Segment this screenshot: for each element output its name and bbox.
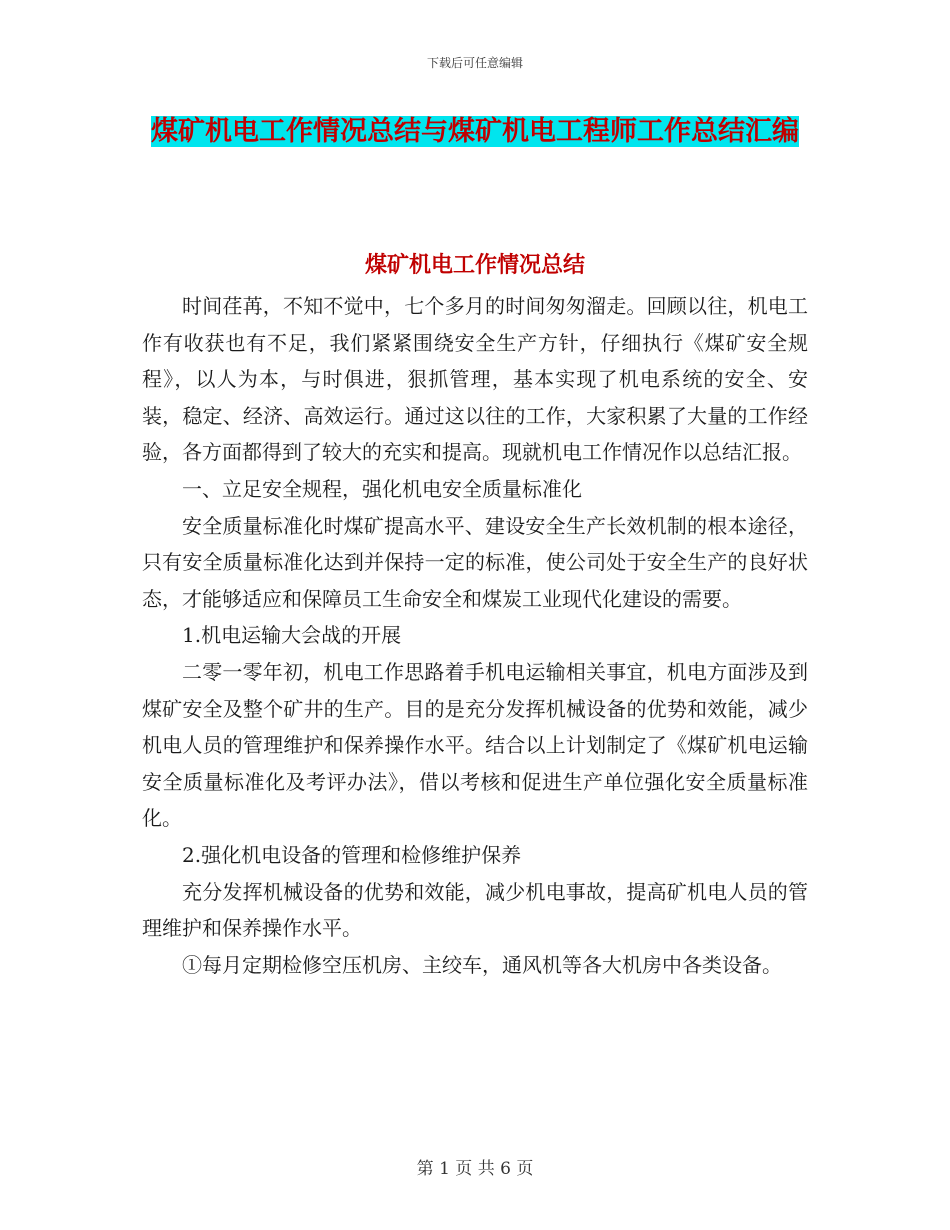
paragraph: 充分发挥机械设备的优势和效能，减少机电事故，提高矿机电人员的管理维护和保养操作水平。	[142, 879, 808, 941]
paragraph: 二零一零年初，机电工作思路着手机电运输相关事宜，机电方面涉及到煤矿安全及整个矿井的生产。目的是充分发挥机械设备的优势和效能，减少机电人员的管理维护和保养操作水平。结合以上计划制定了《煤矿机电运输安全质量标准化及考评办法》，借以考核和促进生产单位强化安全质量标准化。	[142, 659, 808, 831]
paragraph: 安全质量标准化时煤矿提高水平、建设安全生产长效机制的根本途径，只有安全质量标准化达到并保持一定的标准，使公司处于安全生产的良好状态，才能够适应和保障员工生命安全和煤炭工业现代化建设的需要。	[142, 513, 808, 611]
paragraph: ①每月定期检修空压机房、主绞车，通风机等各大机房中各类设备。	[182, 952, 782, 977]
page-footer: 第 1 页 共 6 页	[416, 1159, 534, 1179]
paragraph: 时间荏苒，不知不觉中，七个多月的时间匆匆溜走。回顾以往，机电工作有收获也有不足，我们紧紧围绕安全生产方针，仔细执行《煤矿安全规程》，以人为本，与时俱进，狠抓管理，基本实现了机电系统的安全、安装，稳定、经济、高效运行。通过这以往的工作，大家积累了大量的工作经验，各方面都得到了较大的充实和提高。现就机电工作情况作以总结汇报。	[142, 294, 808, 465]
document-title-text: 煤矿机电工作情况总结与煤矿机电工程师工作总结汇编	[151, 116, 799, 147]
document-title	[142, 110, 808, 154]
section-title: 煤矿机电工作情况总结	[364, 252, 585, 278]
document-body	[142, 288, 808, 983]
paragraph-heading: 2.强化机电设备的管理和检修维护保养	[182, 842, 522, 867]
paragraph-heading: 1.机电运输大会战的开展	[182, 623, 402, 648]
paragraph-heading: 一、立足安全规程，强化机电安全质量标准化	[182, 476, 582, 501]
header-note: 下载后可任意编辑	[426, 56, 523, 70]
